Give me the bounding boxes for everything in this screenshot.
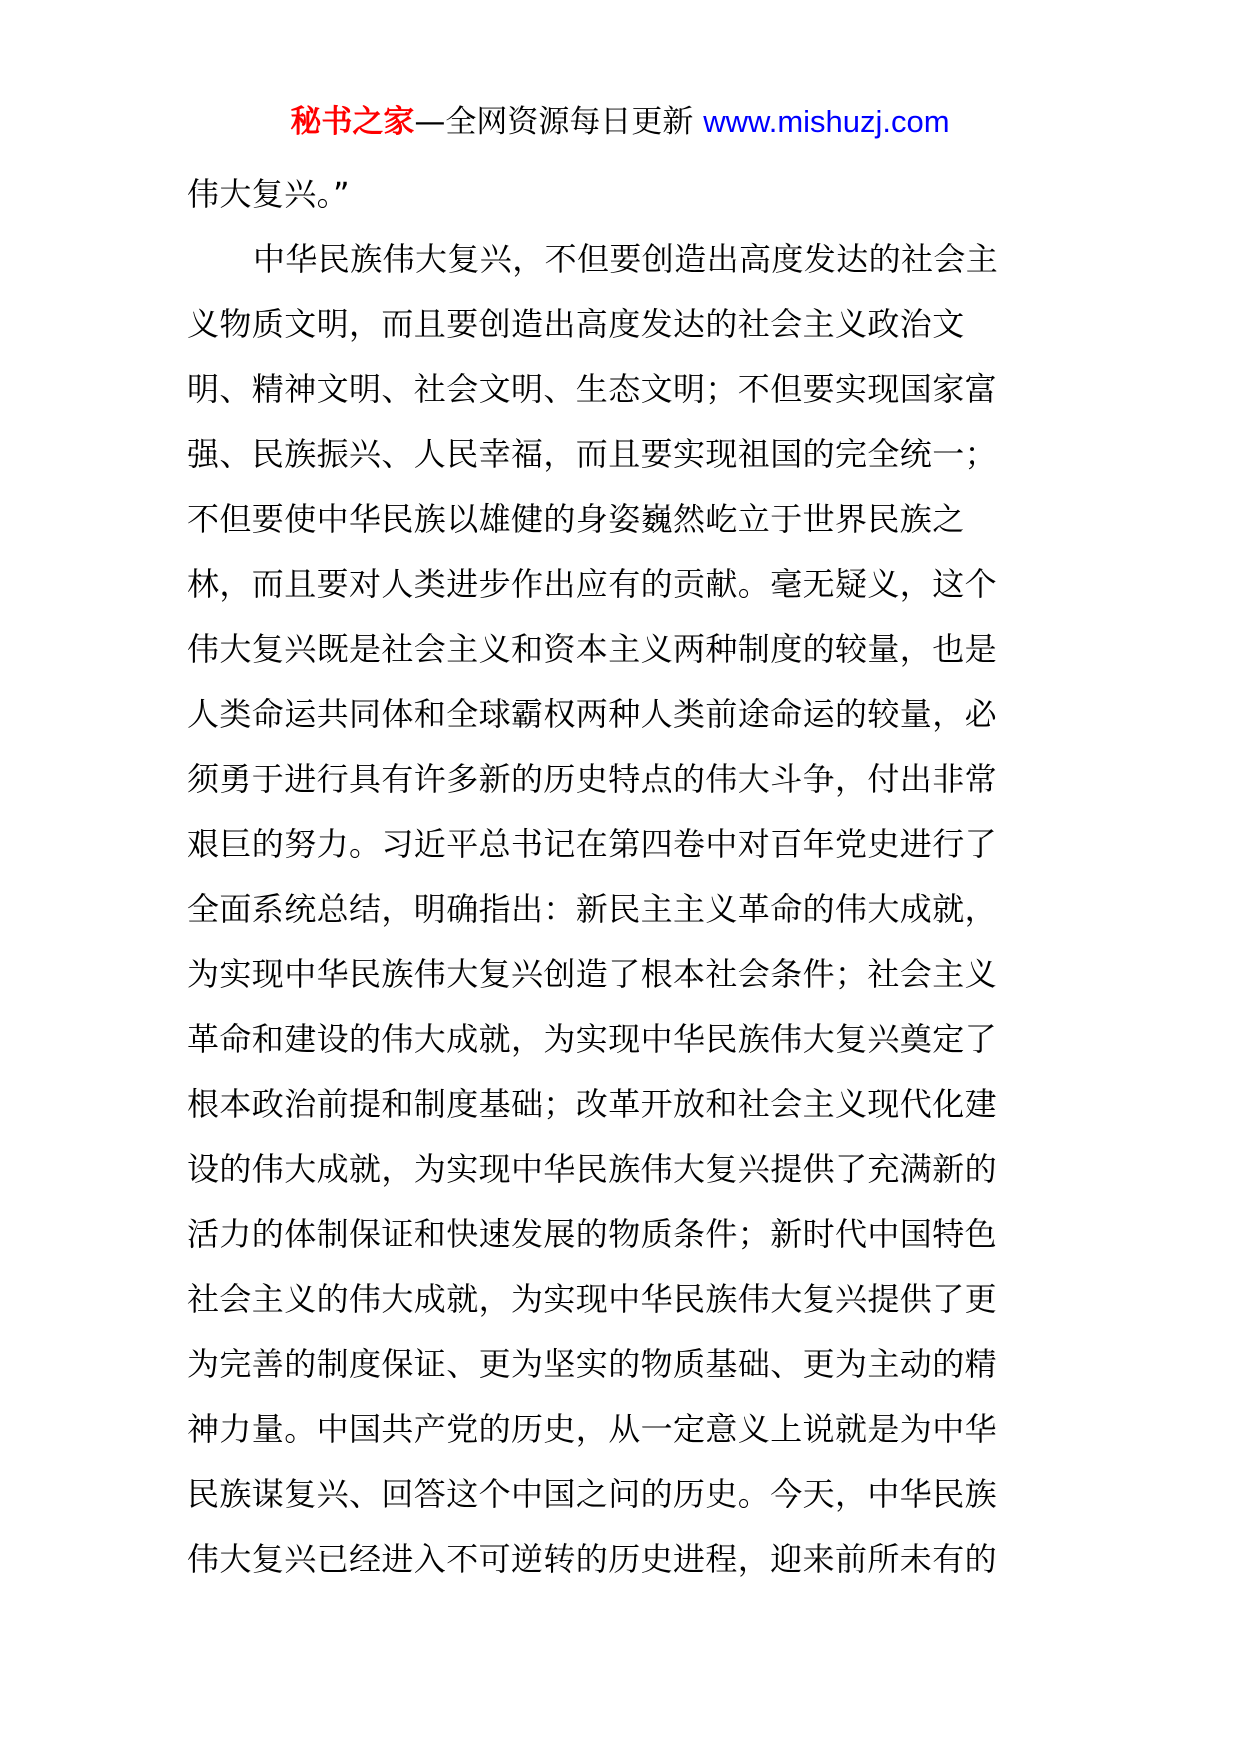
- text-line: 设的伟大成就，为实现中华民族伟大复兴提供了充满新的: [187, 1150, 998, 1188]
- text-line: 伟大复兴已经进入不可逆转的历史进程，迎来前所未有的: [187, 1540, 998, 1578]
- site-url-link[interactable]: www.mishuzj.com: [703, 104, 950, 139]
- text-line: 义物质文明，而且要创造出高度发达的社会主义政治文: [187, 305, 965, 343]
- text-line: 艰巨的努力。习近平总书记在第四卷中对百年党史进行了: [187, 825, 998, 863]
- paragraph-first-line: 中华民族伟大复兴，不但要创造出高度发达的社会主: [253, 240, 999, 278]
- text-line: 根本政治前提和制度基础；改革开放和社会主义现代化建: [187, 1085, 998, 1123]
- text-line: 人类命运共同体和全球霸权两种人类前途命运的较量，必: [187, 695, 998, 733]
- text-line: 林，而且要对人类进步作出应有的贡献。毫无疑义，这个: [187, 565, 998, 603]
- text-line: 伟大复兴既是社会主义和资本主义两种制度的较量，也是: [187, 630, 998, 668]
- text-line: 须勇于进行具有许多新的历史特点的伟大斗争，付出非常: [187, 760, 998, 798]
- text-line: 强、民族振兴、人民幸福，而且要实现祖国的完全统一；: [187, 435, 998, 473]
- text-line: 不但要使中华民族以雄健的身姿巍然屹立于世界民族之: [187, 500, 965, 538]
- text-line: 社会主义的伟大成就，为实现中华民族伟大复兴提供了更: [187, 1280, 998, 1318]
- text-line: 神力量。中国共产党的历史，从一定意义上说就是为中华: [187, 1410, 998, 1448]
- text-line: 为完善的制度保证、更为坚实的物质基础、更为主动的精: [187, 1345, 998, 1383]
- text-line: 革命和建设的伟大成就，为实现中华民族伟大复兴奠定了: [187, 1020, 998, 1058]
- document-body: [187, 162, 1057, 1592]
- text-line: 活力的体制保证和快速发展的物质条件；新时代中国特色: [187, 1215, 998, 1253]
- header-dash: —: [414, 104, 446, 140]
- page-header: [0, 100, 1240, 144]
- text-line: 全面系统总结，明确指出：新民主主义革命的伟大成就，: [187, 890, 998, 928]
- brand-name: 秘书之家: [290, 104, 415, 140]
- text-line: 为实现中华民族伟大复兴创造了根本社会条件；社会主义: [187, 955, 998, 993]
- text-line: 伟大复兴。”: [187, 175, 350, 213]
- header-slogan: 全网资源每日更新: [445, 104, 694, 140]
- text-line: 民族谋复兴、回答这个中国之问的历史。今天，中华民族: [187, 1475, 998, 1513]
- text-line: 明、精神文明、社会文明、生态文明；不但要实现国家富: [187, 370, 998, 408]
